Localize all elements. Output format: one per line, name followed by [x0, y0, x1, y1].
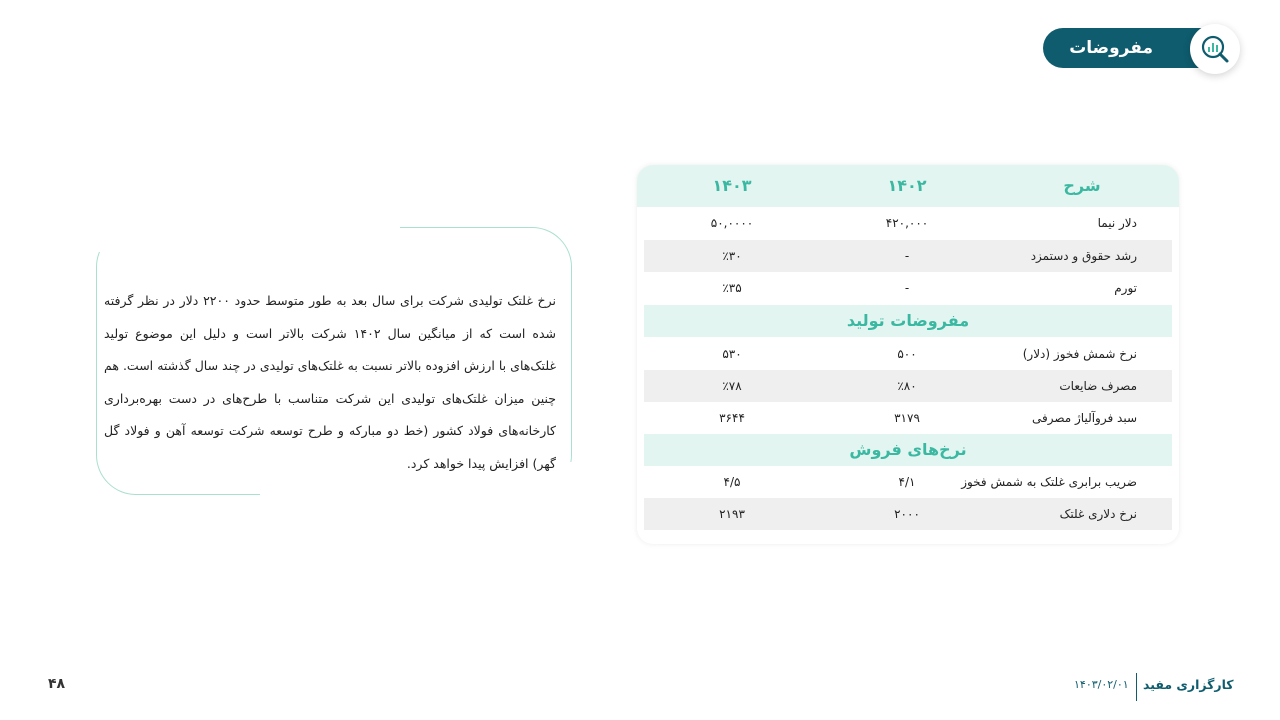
section-title-banner	[1043, 28, 1213, 68]
row-label: مصرف ضایعات	[1059, 379, 1137, 393]
row-label: ضریب برابری غلتک به شمش فخوز	[961, 475, 1137, 489]
page-number: ۴۸	[48, 676, 66, 692]
row-label: سبد فروآلیاژ مصرفی	[1031, 411, 1137, 425]
value-1402: ٪۸۰	[897, 379, 917, 393]
value-1402: ۲۰۰۰	[894, 507, 920, 521]
value-1403: ٪۳۵	[722, 281, 742, 295]
value-1402: ۵۰۰	[897, 347, 917, 361]
section-header-production: مفروضات تولید	[644, 305, 1172, 337]
value-1402: ۴۲۰,۰۰۰	[885, 216, 929, 230]
value-1402: ۴/۱	[898, 475, 916, 489]
row-label: دلار نیما	[1097, 216, 1137, 230]
footer-brand: کارگزاری مفید	[1143, 677, 1234, 692]
table-row	[644, 402, 1172, 434]
table-row	[644, 370, 1172, 402]
table-row	[644, 338, 1172, 370]
value-1403: ۵۳۰	[722, 347, 742, 361]
header-description: شرح	[1063, 176, 1101, 195]
table-header	[637, 165, 1179, 207]
table-row	[644, 272, 1172, 304]
value-1402: -	[904, 281, 910, 295]
table-row	[644, 466, 1172, 498]
value-1403: ۳۶۴۴	[719, 411, 745, 425]
assumptions-table	[637, 165, 1179, 544]
row-label: نرخ دلاری غلتک	[1059, 507, 1137, 521]
row-label: نرخ شمش فخوز (دلار)	[1022, 347, 1137, 361]
value-1403: ۲۱۹۳	[719, 507, 745, 521]
value-1402: -	[904, 249, 910, 263]
section-title: مفروضات	[1069, 38, 1153, 58]
header-year-1402: ۱۴۰۲	[887, 176, 927, 195]
value-1402: ۳۱۷۹	[894, 411, 920, 425]
value-1403: ٪۷۸	[722, 379, 742, 393]
chart-magnifier-icon	[1190, 24, 1240, 74]
value-1403: ۵۰,۰۰۰۰	[710, 216, 754, 230]
footer-divider	[1136, 673, 1137, 701]
value-1403: ٪۳۰	[722, 249, 742, 263]
footer-date: ۱۴۰۳/۰۲/۰۱	[1074, 678, 1129, 691]
table-row	[644, 207, 1172, 239]
header-year-1403: ۱۴۰۳	[712, 176, 752, 195]
row-label: تورم	[1114, 281, 1137, 295]
section-header-sales: نرخ‌های فروش	[644, 434, 1172, 466]
value-1403: ۴/۵	[723, 475, 741, 489]
row-label: رشد حقوق و دستمزد	[1030, 249, 1137, 263]
table-row	[644, 498, 1172, 530]
table-row	[644, 240, 1172, 272]
assumptions-paragraph: نرخ غلتک تولیدی شرکت برای سال بعد به طور متوسط حدود ۲۲۰۰ دلار در نظر گرفته شده است که از میانگین سال ۱۴۰۲ شرکت بالاتر است و دلیل این موضوع تولید غلتک‌های با ارزش افزوده بالاتر نسبت به غلتک‌های تولیدی در چند سال گذشته است. هم چنین میزان غلتک‌های تولیدی این شرکت متناسب با طرح‌های در دست بهره‌برداری کارخانه‌های فولاد کشور (خط دو مبارکه و طرح توسعه شرکت توسعه آهن و فولاد گل گهر) افزایش پیدا خواهد کرد.	[104, 293, 556, 471]
